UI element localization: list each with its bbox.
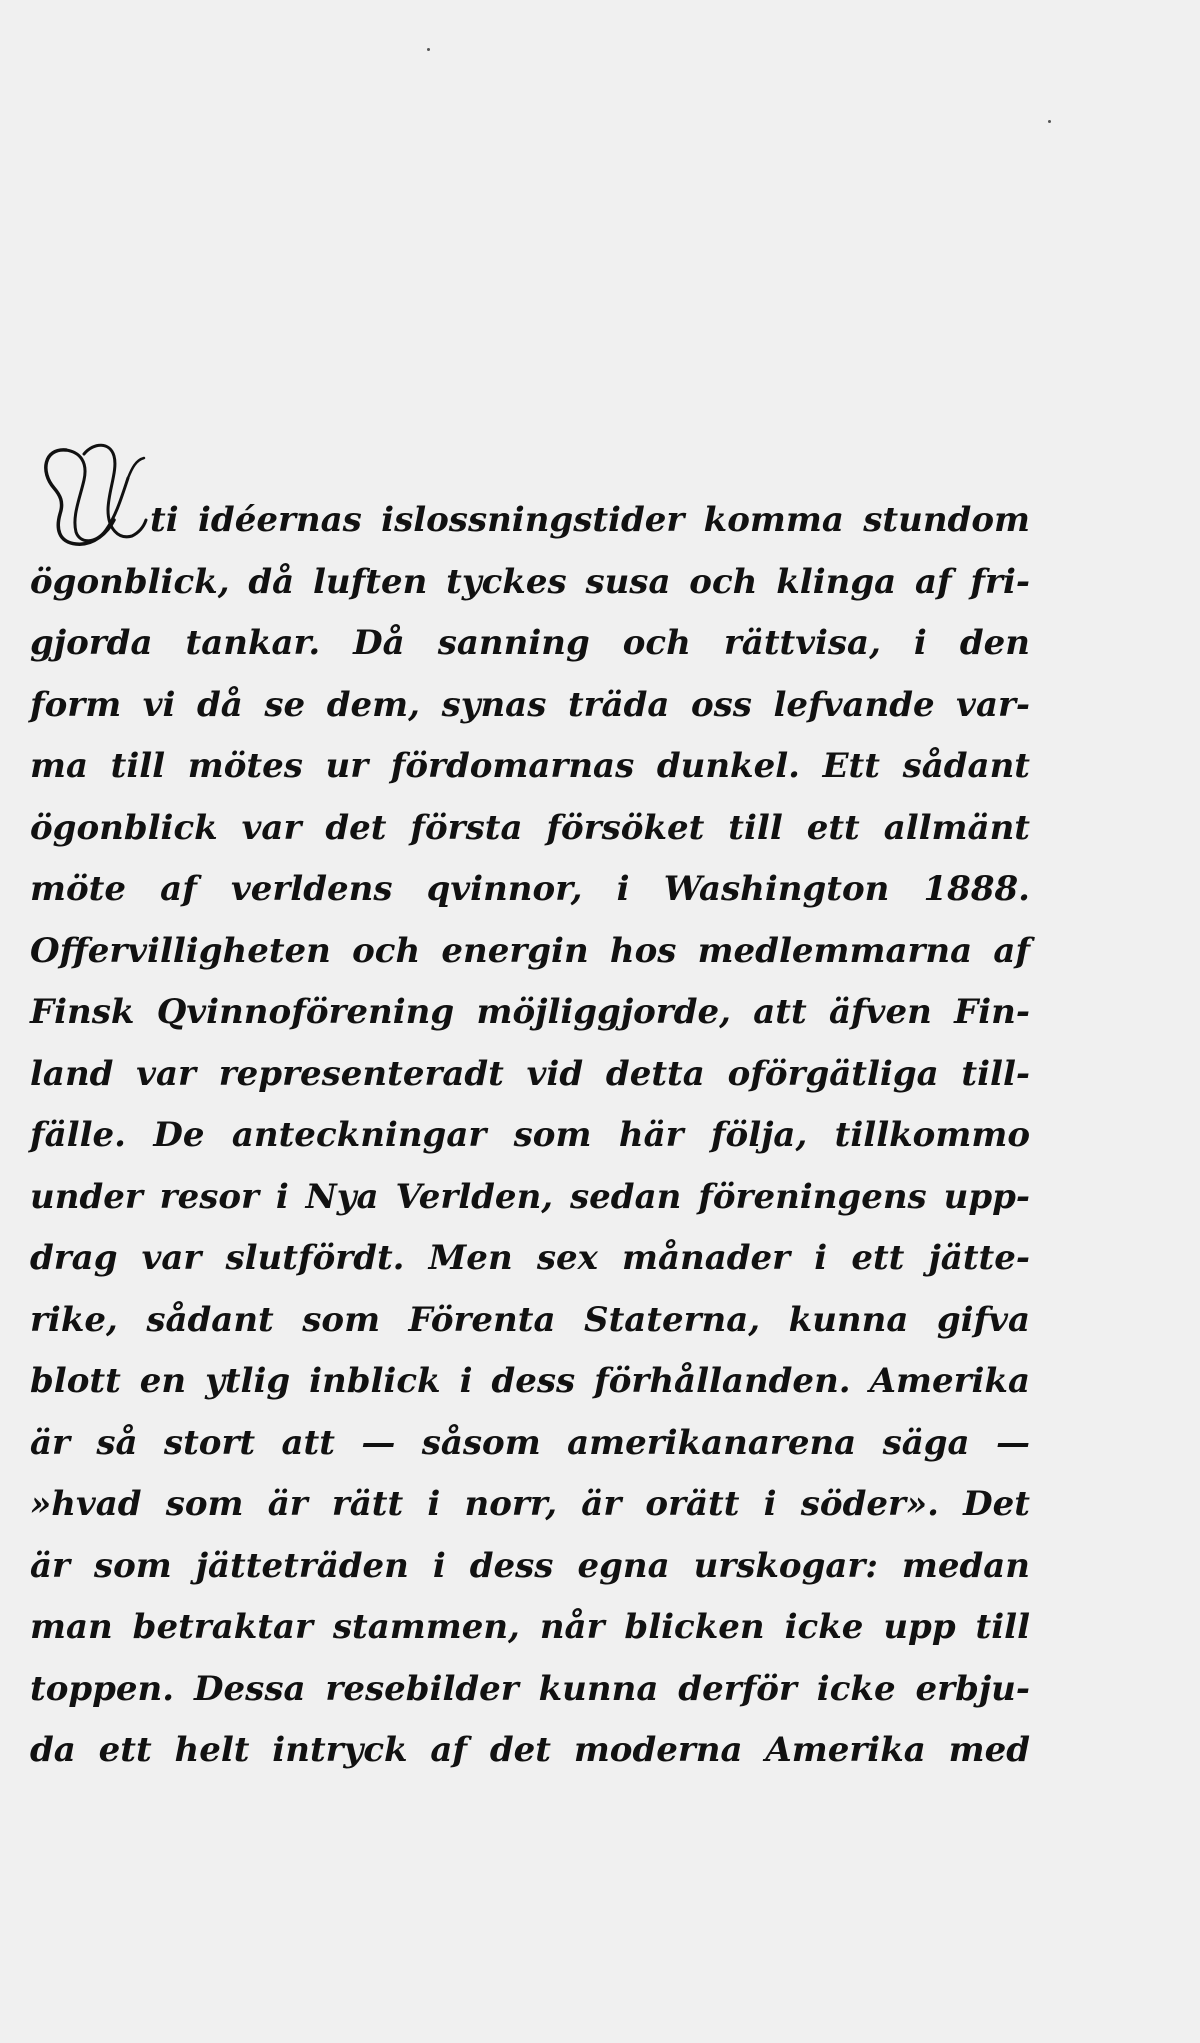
paper-speck bbox=[1048, 120, 1051, 123]
text-line: form vi då se dem, synas träda oss lefvande var- bbox=[30, 684, 1030, 725]
paper-speck bbox=[427, 48, 430, 51]
text-line: ti idéernas islossningstider komma stundom bbox=[150, 500, 1030, 540]
text-line: under resor i Nya Verlden, sedan föreningens upp- bbox=[30, 1176, 1030, 1217]
text-line: drag var slutfördt. Men sex månader i ett jätte- bbox=[30, 1238, 1030, 1278]
text-line: toppen. Dessa resebilder kunna derför icke erbju- bbox=[30, 1668, 1030, 1709]
text-line: blott en ytlig inblick i dess förhållanden. Amerika bbox=[30, 1361, 1030, 1401]
text-line: ma till mötes ur fördomarnas dunkel. Ett sådant bbox=[30, 746, 1030, 786]
text-line: är så stort att — såsom amerikanarena säga — bbox=[30, 1422, 1030, 1463]
text-line: man betraktar stammen, når blicken icke upp till bbox=[30, 1607, 1030, 1647]
text-line: är som jätteträden i dess egna urskogar: medan bbox=[30, 1545, 1030, 1586]
text-line: möte af verldens qvinnor, i Washington 1888. bbox=[30, 869, 1030, 909]
text-line: da ett helt intryck af det moderna Amerika med bbox=[30, 1730, 1030, 1770]
text-line: ögonblick, då luften tyckes susa och klinga af fri- bbox=[30, 561, 1030, 602]
text-line: land var representeradt vid detta oförgätliga till- bbox=[30, 1053, 1030, 1094]
text-line: rike, sådant som Förenta Staterna, kunna gifva bbox=[30, 1299, 1030, 1340]
text-line: fälle. De anteckningar som här följa, tillkommo bbox=[30, 1115, 1030, 1155]
text-line: Finsk Qvinnoförening möjliggjorde, att äfven Fin- bbox=[30, 992, 1030, 1032]
text-line: gjorda tankar. Då sanning och rättvisa, i den bbox=[30, 623, 1030, 663]
text-line: »hvad som är rätt i norr, är orätt i söder». Det bbox=[30, 1484, 1030, 1524]
text-line: ögonblick var det första försöket till ett allmänt bbox=[30, 807, 1030, 848]
text-line: Offervilligheten och energin hos medlemmarna af bbox=[30, 930, 1030, 971]
body-text bbox=[30, 490, 1030, 1782]
